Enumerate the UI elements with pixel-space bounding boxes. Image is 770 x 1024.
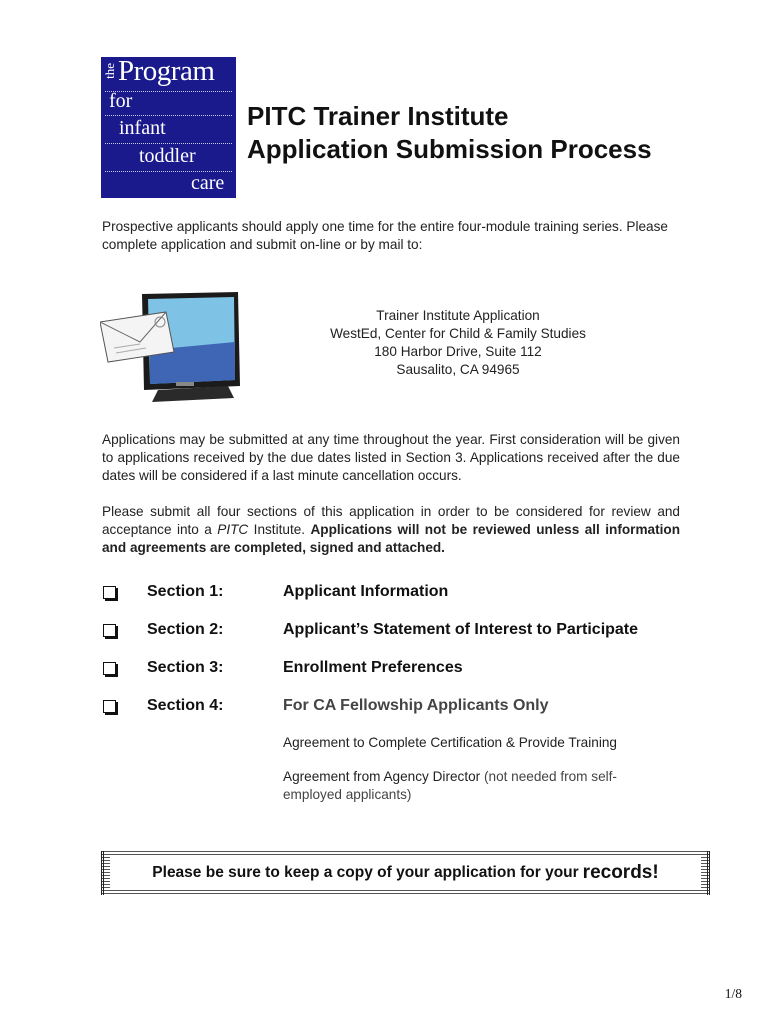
checkbox[interactable] <box>103 624 116 637</box>
page-title <box>247 100 652 166</box>
section4-item-note: (not needed from self-employed applicants) <box>283 769 617 802</box>
section4-item: Agreement to Complete Certification & Provide Training <box>283 735 617 750</box>
title-line-2: Application Submission Process <box>247 134 652 164</box>
mailing-address <box>300 307 616 379</box>
logo-word-infant: infant <box>119 117 166 139</box>
pitc-italic: PITC <box>217 522 249 537</box>
intro-paragraph: Prospective applicants should apply one time for the entire four-module training series. Please complete application and submit on-line or by mail to: <box>102 219 668 252</box>
logo-program: Program <box>118 55 215 87</box>
computer-mail-icon <box>100 290 245 410</box>
logo-word-care: care <box>191 172 225 194</box>
section-label: Section 2: <box>147 621 224 638</box>
address-line: Trainer Institute Application <box>376 308 540 323</box>
logo-word-for: for <box>109 90 133 112</box>
reminder-text: Please be sure to keep a copy of your application for your <box>152 864 579 881</box>
checkbox[interactable] <box>103 700 116 713</box>
address-line: WestEd, Center for Child & Family Studies <box>330 326 586 341</box>
reminder-banner <box>101 851 710 895</box>
address-line: 180 Harbor Drive, Suite 112 <box>374 344 542 359</box>
section4-item <box>283 768 673 804</box>
logo-the: the <box>102 63 117 79</box>
requirements-warning: Applications will not be reviewed unless all information and agreements are completed, signed and attached. <box>102 522 681 555</box>
section-label: Section 3: <box>147 659 224 676</box>
checkbox[interactable] <box>103 586 116 599</box>
section-label: Section 1: <box>147 583 224 600</box>
logo-divider <box>105 143 232 144</box>
section-description: Applicant Information <box>283 583 449 600</box>
page-number: 1/8 <box>724 986 742 1001</box>
logo-word-toddler: toddler <box>139 145 196 167</box>
reminder-emphasis: records! <box>582 862 659 883</box>
requirements-text: Please submit all four sections of this application in order to be considered for review and acceptance into a <box>102 504 680 537</box>
requirements-paragraph <box>102 503 680 557</box>
section-description: For CA Fellowship Applicants Only <box>283 697 549 714</box>
address-line: Sausalito, CA 94965 <box>396 362 520 377</box>
title-line-1: PITC Trainer Institute <box>247 101 509 131</box>
section-description: Enrollment Preferences <box>283 659 463 676</box>
program-logo <box>101 57 236 198</box>
submission-timing-paragraph: Applications may be submitted at any time throughout the year. First consideration will be given to applications received by the due dates listed in Section 3. Applications received after the due dates will be considered if a last minute cancellation occurs. <box>102 432 680 483</box>
section4-item-main: Agreement from Agency Director <box>283 769 481 784</box>
reminder-banner-inner <box>110 856 701 890</box>
checkbox[interactable] <box>103 662 116 675</box>
logo-divider <box>105 115 232 116</box>
requirements-text: Institute. <box>248 522 311 537</box>
section-description: Applicant’s Statement of Interest to Participate <box>283 621 639 638</box>
section-label: Section 4: <box>147 697 224 714</box>
